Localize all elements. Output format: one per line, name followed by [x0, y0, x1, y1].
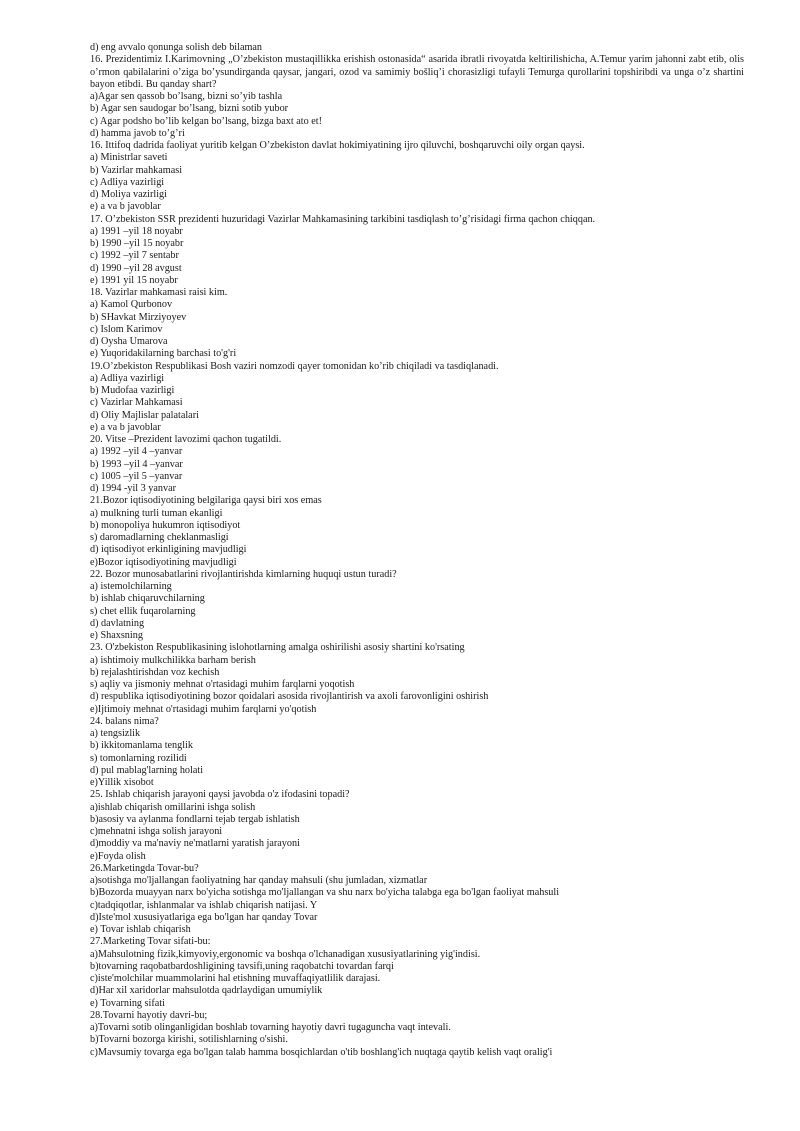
answer-option: c)iste'molchilar muammolarini hal etishning muvaffaqiyatlilik darajasi.	[90, 973, 381, 984]
answer-option: a) ishtimoiy mulkchilikka barham berish	[90, 654, 256, 666]
answer-option: c)tadqiqotlar, ishlanmalar va ishlab chiqarish natijasi. Y	[90, 899, 318, 911]
answer-option: b) Vazirlar mahkamasi	[90, 164, 183, 176]
answer-option: a) tengsizlik	[90, 728, 141, 739]
question-22-text: 22. Bozor munosabatlarini rivojlantirishda kimlarning huquqi ustun turadi?	[90, 568, 397, 580]
answer-option: a) Ministrlar saveti	[90, 152, 168, 164]
question-17-text: 17. O’zbekiston SSR prezidenti huzuridagi Vazirlar Mahkamasining tarkibini tasdiqlash to’g’risidagi firma qachon chiqqan.	[90, 213, 596, 225]
answer-option: s) aqliy va jismoniy mehnat o'rtasidagi muhim farqlarni yoqotish	[90, 679, 355, 690]
answer-option: d) Oliy Majlislar palatalari	[90, 409, 199, 421]
answer-option: e) a va b javoblar	[90, 201, 161, 213]
answer-option: a)Agar sen qassob bo’lsang, bizni so’yib tashla	[90, 91, 283, 102]
answer-option: c)Mavsumiy tovarga ega bo'lgan talab hamma bosqichlardan o'tib boshlang'ich nuqtaga qaytib kelish vaqt oralig'i	[90, 1046, 553, 1058]
answer-option: s) daromadlarning cheklanmasligi	[90, 532, 229, 543]
answer-option: a)Tovarni sotib olinganligidan boshlab tovarning hayotiy davri tugaguncha vaqt intevali.	[90, 1022, 451, 1033]
answer-option: e) Yuqoridakilarning barchasi to'g'ri	[90, 348, 237, 360]
question-24-text: 24. balans nima?	[90, 715, 159, 727]
question-16-text: 16. Prezidentimiz I.Karimovning „O’zbekiston mustaqillikka erishish ostonasida“ asarida ibratli rivoyatda keltirilishicha, A.Temur yarim jahonni zabt etib, olis o’rmon qabilalarini o’ziga bo’ysundirganda qaysar, jangari, ozod va samimiy bošliq’i chorasizligi tufayli Temurga qurollarini topshiribdi va unga o’z shartini bayon etibdi. Bu qanday shart?	[90, 54, 744, 90]
answer-option: c) Agar podsho bo’lib kelgan bo’lsang, bizga baxt ato et!	[90, 115, 322, 127]
answer-option: a) 1991 –yil 18 noyabr	[90, 225, 183, 237]
answer-option: e) Tovar ishlab chiqarish	[90, 924, 191, 935]
answer-option: c) Adliya vazirligi	[90, 176, 165, 188]
answer-option: d)moddiy va ma'naviy ne'matlarni yaratish jarayoni	[90, 838, 300, 850]
answer-option: b) ikkitomanlama tenglik	[90, 740, 193, 752]
answer-option: a) 1992 –yil 4 –yanvar	[90, 446, 183, 458]
answer-option: c)mehnatni ishga solish jarayoni	[90, 826, 223, 837]
answer-option: b)Bozorda muayyan narx bo'yicha sotishga mo'ljallangan va shu narx bo'yicha talabga ega bo'lgan faoliyat mahsuli	[90, 887, 560, 899]
answer-option: a) mulkning turli tuman ekanligi	[90, 507, 223, 519]
answer-option: b) Agar sen saudogar bo’lsang, bizni sotib yubor	[90, 103, 289, 115]
question-26-text: 26.Marketingda Tovar-bu?	[90, 862, 199, 874]
answer-option: e) Shaxsning	[90, 630, 143, 641]
answer-option: b) monopoliya hukumron iqtisodiyot	[90, 519, 241, 531]
answer-option: a) Adliya vazirligi	[90, 372, 165, 384]
answer-option: c) Islom Karimov	[90, 323, 163, 335]
answer-option: a)Mahsulotning fizik,kimyoviy,ergonomic va boshqa o'lchanadigan xususiyatlarining yig'indisi.	[90, 948, 481, 960]
question-19-text: 19.O’zbekiston Respublikasi Bosh vaziri nomzodi qayer tomonidan ko’rib chiqiladi va tasdiqlanadi.	[90, 360, 499, 372]
answer-option: d) pul mablag'larning holati	[90, 764, 204, 776]
answer-option: a) istemolchilarning	[90, 581, 172, 592]
answer-option: a) Kamol Qurbonov	[90, 299, 173, 311]
answer-option: e) 1991 yil 15 noyabr	[90, 274, 178, 286]
question-21-text: 21.Bozor iqtisodiyotining belgilariga qaysi biri xos emas	[90, 495, 322, 507]
question-16b-text: 16. Ittifoq dadrida faoliyat yuritib kelgan O’zbekiston davlat hokimiyatining ijro qiluvchi, boshqaruvchi oily organ qaysi.	[90, 140, 585, 151]
answer-option: s) tomonlarning rozilidi	[90, 752, 187, 764]
answer-option: d)Har xil xaridorlar mahsulotda qadrlaydigan umumiylik	[90, 985, 323, 997]
question-20-text: 20. Vitse –Prezident lavozimi qachon tugatildi.	[90, 434, 282, 445]
question-28-text: 28.Tovarni hayotiy davri-bu;	[90, 1009, 208, 1021]
answer-option: d) davlatning	[90, 617, 145, 629]
answer-option: b) rejalashtirishdan voz kechish	[90, 666, 220, 678]
answer-option: e)Foyda olish	[90, 850, 146, 862]
answer-option: a)ishlab chiqarish omillarini ishga solish	[90, 801, 256, 813]
answer-option: d) iqtisodiyot erkinligining mavjudligi	[90, 544, 247, 556]
answer-option: e)Ijtimoiy mehnat o'rtasidagi muhim farqlarni yo'qotish	[90, 703, 317, 715]
answer-option: d) hamma javob to’g’ri	[90, 127, 185, 139]
answer-option: e)Bozor iqtisodiyotining mavjudligi	[90, 556, 237, 568]
answer-option: b)tovarning raqobatbardoshligining tavsifi,uning raqobatchi tovardan farqi	[90, 960, 394, 972]
answer-option: c) Vazirlar Mahkamasi	[90, 397, 183, 409]
answer-option: d) 1994 -yil 3 yanvar	[90, 483, 177, 494]
question-27-text: 27.Marketing Tovar sifati-bu:	[90, 936, 211, 948]
question-25-text: 25. Ishlab chiqarish jarayoni qaysi javobda o'z ifodasini topadi?	[90, 789, 350, 801]
answer-option: b) ishlab chiqaruvchilarning	[90, 593, 205, 605]
answer-option: e)Yillik xisobot	[90, 777, 154, 788]
answer-option: d) Moliya vazirligi	[90, 189, 167, 200]
document-content	[90, 42, 744, 1059]
answer-option: b) SHavkat Mirziyoyev	[90, 311, 187, 323]
answer-option: d) respublika iqtisodiyotining bozor qoidalari asosida rivojlantirish va axoli farovonligini oshirish	[90, 691, 489, 703]
answer-option: b) 1990 –yil 15 noyabr	[90, 238, 184, 249]
answer-option: d) 1990 –yil 28 avgust	[90, 262, 182, 274]
answer-option: d)Iste'mol xususiyatlariga ega bo'lgan har qanday Tovar	[90, 911, 318, 923]
answer-option: b) 1993 –yil 4 –yanvar	[90, 458, 183, 470]
answer-option: b)asosiy va aylanma fondlarni tejab tergab ishlatish	[90, 813, 300, 825]
answer-option: c) 1992 –yil 7 sentabr	[90, 250, 179, 262]
answer-option: b) Mudofaa vazirligi	[90, 385, 175, 396]
answer-option: d) Oysha Umarova	[90, 336, 168, 347]
answer-option: a)sotishga mo'ljallangan faoliyatning har qanday mahsuli (shu jumladan, xizmatlar	[90, 875, 428, 886]
answer-option: e) Tovarning sifati	[90, 997, 165, 1009]
answer-option: s) chet ellik fuqarolarning	[90, 605, 196, 617]
answer-option: e) a va b javoblar	[90, 421, 161, 433]
question-23-text: 23. O'zbekiston Respublikasining islohotlarning amalga oshirilishi asosiy shartini ko'rsating	[90, 642, 465, 654]
answer-option: c) 1005 –yil 5 –yanvar	[90, 470, 183, 482]
answer-option: b)Tovarni bozorga kirishi, sotilishlarning o'sishi.	[90, 1034, 288, 1046]
answer-option: d) eng avvalo qonunga solish deb bilaman	[90, 42, 263, 53]
question-18-text: 18. Vazirlar mahkamasi raisi kim.	[90, 287, 228, 298]
